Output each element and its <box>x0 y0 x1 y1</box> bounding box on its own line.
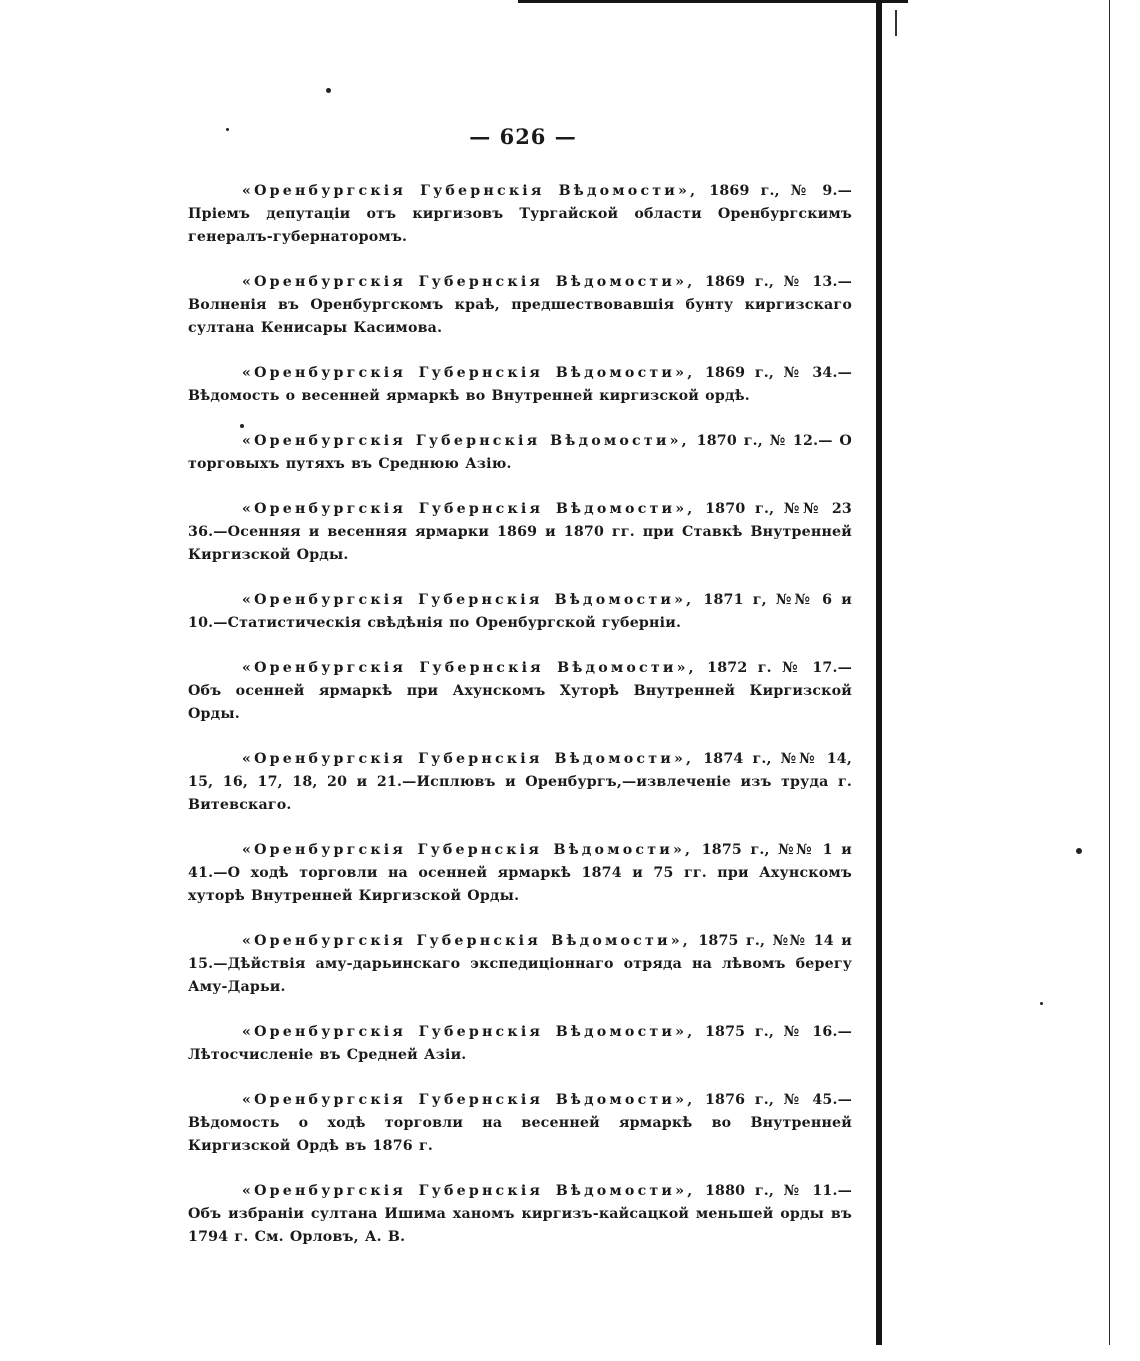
speck <box>1076 848 1082 854</box>
entry-details: 1869 г., № 13.— Волненія въ Оренбургскомъ краѣ, предшествовавшія бунту киргизскаго султана Кенисары Касимова. <box>188 274 852 336</box>
page-number: — 626 — <box>469 124 577 149</box>
entry-details: 1875 г., № 16.— Лѣтосчисленіе въ Средней Азіи. <box>188 1024 852 1063</box>
entry-details: 1875 г., №№ 1 и 41.—О ходѣ торговли на осенней ярмаркѣ 1874 и 75 гг. при Ахунскомъ хуторѣ Внутренней Киргизской Орды. <box>188 842 852 904</box>
journal-title: «Оренбургскія Губернскія Вѣдомости», <box>242 933 691 949</box>
bibliography-entry <box>188 271 852 340</box>
edge-mark <box>895 10 897 36</box>
journal-title: «Оренбургскія Губернскія Вѣдомости», <box>242 1092 696 1108</box>
bibliography-entry <box>188 589 852 635</box>
entry-details: 1880 г., № 11.— Объ избраніи султана Ишима ханомъ киргизъ-кайсацкой меньшей орды въ 1794 г. См. Орловъ, А. В. <box>188 1183 852 1245</box>
bibliography-entry <box>188 362 852 408</box>
entry-details: 1871 г, №№ 6 и 10.—Статистическія свѣдѣнія по Оренбургской губерніи. <box>188 592 852 631</box>
journal-title: «Оренбургскія Губернскія Вѣдомости», <box>242 274 696 290</box>
bibliography-entry <box>188 657 852 726</box>
journal-title: «Оренбургскія Губернскія Вѣдомости», <box>242 660 697 676</box>
bibliography-entry <box>188 930 852 999</box>
journal-title: «Оренбургскія Губернскія Вѣдомости», <box>242 842 694 858</box>
bibliography-entry <box>188 180 852 249</box>
speck <box>1040 1002 1043 1005</box>
bibliography-entry <box>188 498 852 567</box>
entry-details: 1874 г., №№ 14, 15, 16, 17, 18, 20 и 21.—Исплювъ и Оренбургъ,—извлеченіе изъ труда г. Витевскаго. <box>188 751 852 813</box>
journal-title: «Оренбургскія Губернскія Вѣдомости», <box>242 592 695 608</box>
entry-details: 1870 г., №№ 23 36.—Осенняя и весенняя ярмарки 1869 и 1870 гг. при Ставкѣ Внутренней Киргизской Орды. <box>188 501 852 563</box>
page-edge-line <box>1109 0 1110 1345</box>
bibliography-entry <box>188 1089 852 1158</box>
entry-details: 1875 г., №№ 14 и 15.—Дѣйствія аму-дарьинскаго экспедиціоннаго отряда на лѣвомъ берегу Аму-Дарьи. <box>188 933 852 995</box>
journal-title: «Оренбургскія Губернскія Вѣдомости», <box>242 501 696 517</box>
journal-title: «Оренбургскія Губернскія Вѣдомости», <box>242 365 696 381</box>
entry-details: 1872 г. № 17.— Объ осенней ярмаркѣ при Ахунскомъ Хуторѣ Внутренней Киргизской Орды. <box>188 660 852 722</box>
journal-title: «Оренбургскія Губернскія Вѣдомости», <box>242 1183 696 1199</box>
bibliography-entry <box>188 1180 852 1249</box>
speck <box>226 128 229 131</box>
speck <box>326 88 331 93</box>
journal-title: «Оренбургскія Губернскія Вѣдомости», <box>242 751 695 767</box>
journal-title: «Оренбургскія Губернскія Вѣдомости», <box>242 183 699 199</box>
bibliography-entry <box>188 430 852 476</box>
journal-title: «Оренбургскія Губернскія Вѣдомости», <box>242 1024 696 1040</box>
journal-title: «Оренбургскія Губернскія Вѣдомости», <box>242 433 690 449</box>
bibliography-entry <box>188 1021 852 1067</box>
top-edge-rule <box>518 0 908 3</box>
entry-details: 1870 г., № 12.— О торговыхъ путяхъ въ Среднюю Азію. <box>188 433 852 472</box>
bibliography-entry <box>188 748 852 817</box>
entry-details: 1876 г., № 45.— Вѣдомость о ходѣ торговли на весенней ярмаркѣ во Внутренней Киргизской Ордѣ въ 1876 г. <box>188 1092 852 1154</box>
entry-details: 1869 г., № 34.— Вѣдомость о весенней ярмаркѣ во Внутренней киргизской ордѣ. <box>188 365 852 404</box>
bibliography-list <box>188 180 852 1271</box>
binding-line <box>876 0 882 1345</box>
bibliography-entry <box>188 839 852 908</box>
entry-details: 1869 г., № 9.— Пріемъ депутаціи отъ киргизовъ Тургайской области Оренбургскимъ генералъ-губернаторомъ. <box>188 183 852 245</box>
